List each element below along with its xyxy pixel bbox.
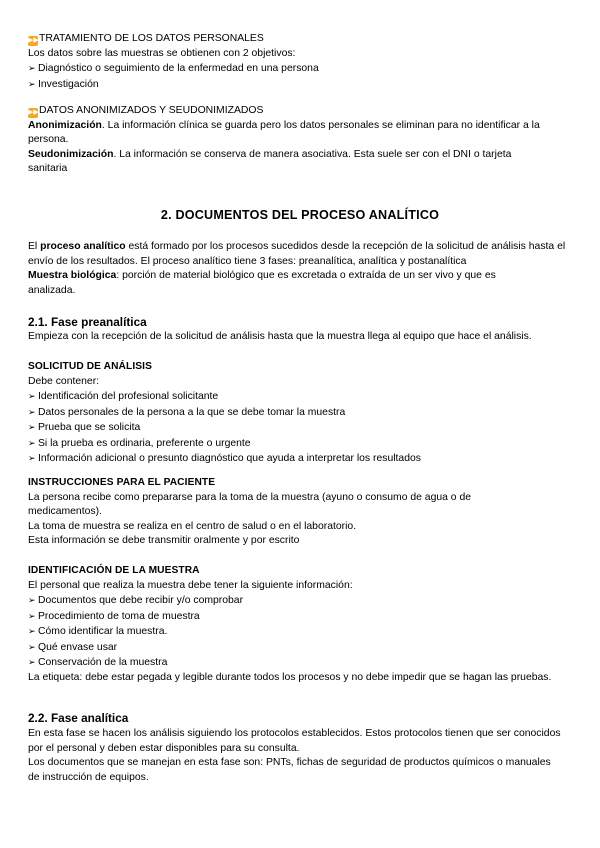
list-item: ➢ Conservación de la muestra <box>28 657 168 668</box>
paragraph-anonimizacion: Anonimización. La información clínica se guarda pero los datos personales se eliminan para no identificar a la persona. <box>28 119 540 145</box>
list-item: ➢ Información adicional o presunto diagnóstico que ayuda a interpretar los resultados <box>28 453 421 464</box>
section-heading <box>28 104 576 119</box>
section-anonimizados <box>28 104 576 177</box>
paragraph: La persona recibe como prepararse para la toma de la muestra (ayuno o consumo de agua o de medicamentos). <box>28 491 472 517</box>
bullet-arrow-icon: ➢ <box>28 657 36 667</box>
list-item: ➢ Documentos que debe recibir y/o comprobar <box>28 595 244 606</box>
section-tratamiento <box>28 32 576 92</box>
paragraph-etiqueta: La etiqueta: debe estar pegada y legible durante todos los procesos y no debe impedir que se hagan las pruebas. <box>28 671 552 683</box>
paragraph-seudonimizacion: Seudonimización. La información se conserva de manera asociativa. Esta suele ser con el DNI o tarjeta sanitaria <box>28 148 512 174</box>
block-title: INSTRUCCIONES PARA EL PACIENTE <box>28 477 216 488</box>
block-title: IDENTIFICACIÓN DE LA MUESTRA <box>28 565 200 576</box>
bullet-arrow-icon: ➢ <box>28 453 36 463</box>
bullet-arrow-icon: ➢ <box>28 626 36 636</box>
paragraph: Esta información se debe transmitir oralmente y por escrito <box>28 535 300 546</box>
list-item: ➢ Procedimiento de toma de muestra <box>28 610 200 622</box>
bullet-arrow-icon: ➢ <box>28 437 36 448</box>
fast-forward-icon: ▶▶ <box>28 37 39 44</box>
paragraph: En esta fase se hacen los análisis siguiendo los protocolos establecidos. Estos protocolos tienen que ser conocidos por el personal y deben estar disponibles para su consulta. <box>28 728 561 754</box>
bullet-arrow-icon: ➢ <box>28 610 36 621</box>
paragraph: Debe contener: <box>28 375 100 387</box>
list-item: ➢ Identificación del profesional solicitante <box>28 391 219 402</box>
block-identificacion <box>28 564 576 685</box>
bullet-arrow-icon: ➢ <box>28 78 36 89</box>
list-item: ➢ Prueba que se solicita <box>28 422 141 433</box>
block-instrucciones <box>28 476 576 549</box>
chapter-title: 2. DOCUMENTOS DEL PROCESO ANALÍTICO <box>160 208 440 222</box>
paragraph: La toma de muestra se realiza en el centro de salud o en el laboratorio. <box>28 520 357 532</box>
section-heading <box>28 32 576 47</box>
bullet-arrow-icon: ➢ <box>28 595 36 605</box>
bullet-arrow-icon: ➢ <box>28 641 36 652</box>
paragraph: Los documentos que se manejan en esta fase son: PNTs, fichas de seguridad de productos químicos o manuales de instrucción de equipos. <box>28 757 551 783</box>
paragraph-muestra-biologica: Muestra biológica: porción de material biológico que es excretada o extraída de un ser vivo y que es analizada. <box>28 270 496 296</box>
list-item: ➢ Datos personales de la persona a la que se debe tomar la muestra <box>28 406 346 418</box>
subsection-title-preanalitica: 2.1. Fase preanalítica <box>28 315 147 329</box>
paragraph: El personal que realiza la muestra debe tener la siguiente información: <box>28 579 353 591</box>
analitica-body <box>28 727 576 785</box>
list-item: ➢ Si la prueba es ordinaria, preferente o urgente <box>28 437 251 449</box>
section-title: TRATAMIENTO DE LOS DATOS PERSONALES <box>39 33 264 44</box>
paragraph: Los datos sobre las muestras se obtienen con 2 objetivos: <box>28 47 296 59</box>
section-title: DATOS ANONIMIZADOS Y SEUDONIMIZADOS <box>39 105 264 116</box>
subsection-title-analitica: 2.2. Fase analítica <box>28 711 129 725</box>
bullet-arrow-icon: ➢ <box>28 63 36 73</box>
list-item: ➢ Diagnóstico o seguimiento de la enfermedad en una persona <box>28 63 319 74</box>
bullet-arrow-icon: ➢ <box>28 391 36 401</box>
bullet-arrow-icon: ➢ <box>28 422 36 432</box>
fast-forward-icon: ▶▶ <box>28 109 39 116</box>
list-item: ➢ Qué envase usar <box>28 641 118 653</box>
list-item: ➢ Cómo identificar la muestra. <box>28 626 168 637</box>
list-item: ➢ Investigación <box>28 78 99 90</box>
preanalitica-intro <box>28 330 576 345</box>
block-solicitud <box>28 360 576 467</box>
chapter-intro <box>28 240 576 298</box>
paragraph-proceso-analitico: El proceso analítico está formado por los procesos sucedidos desde la recepción de la solicitud de análisis hasta el envío de los resultados. El proceso analítico tiene 3 fases: preanalítica, analítica y postanalítica <box>28 241 566 267</box>
block-title: SOLICITUD DE ANÁLISIS <box>28 361 152 372</box>
paragraph: Empieza con la recepción de la solicitud de análisis hasta que la muestra llega al equipo que hace el análisis. <box>28 331 532 342</box>
bullet-arrow-icon: ➢ <box>28 406 36 417</box>
